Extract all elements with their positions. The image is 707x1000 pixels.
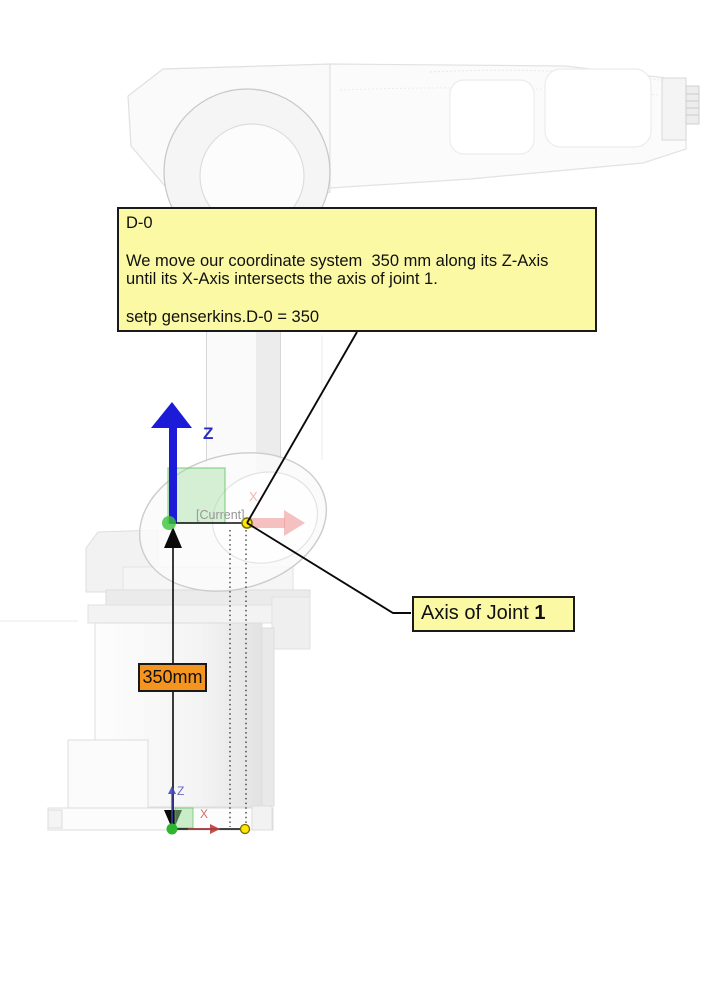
- frame-plane-base: [175, 808, 193, 828]
- current-frame-label: [Current]: [196, 508, 245, 522]
- note-command: setp genserkins.D-0 = 350: [126, 308, 320, 326]
- robot-tool-connector: [686, 86, 699, 124]
- dimension-label-350mm: 350mm: [138, 663, 207, 692]
- robot-end-flange: [662, 78, 686, 140]
- note-body-line1: We move our coordinate system 350 mm along its Z-Axis: [126, 252, 549, 270]
- axis-of-joint-text: Axis of Joint: [421, 602, 535, 624]
- z-axis-label-base: Z: [177, 784, 185, 798]
- robot-body: [0, 64, 699, 830]
- x-axis-label-top: X: [249, 489, 258, 504]
- axis-of-joint-label: [412, 596, 575, 632]
- note-box-d0: [117, 207, 597, 332]
- robot-base-flange: [48, 808, 273, 830]
- origin-dot-green: [162, 516, 176, 530]
- axis-of-joint-number: 1: [534, 602, 546, 624]
- base-axis-point: [241, 825, 250, 834]
- z-axis-arrowhead: [151, 402, 192, 428]
- robot-base-foot: [68, 740, 148, 810]
- robot-wrist-block-1: [450, 80, 534, 154]
- z-axis-shaft: [169, 426, 177, 523]
- robot-wrist-block-2: [545, 69, 651, 147]
- base-origin-dot: [167, 824, 178, 835]
- z-axis-label-top: Z: [203, 424, 214, 443]
- x-axis-label-base: X: [200, 807, 209, 821]
- note-title: D-0: [126, 214, 153, 232]
- note-body-line2: until its X-Axis intersects the axis of joint 1.: [126, 270, 438, 288]
